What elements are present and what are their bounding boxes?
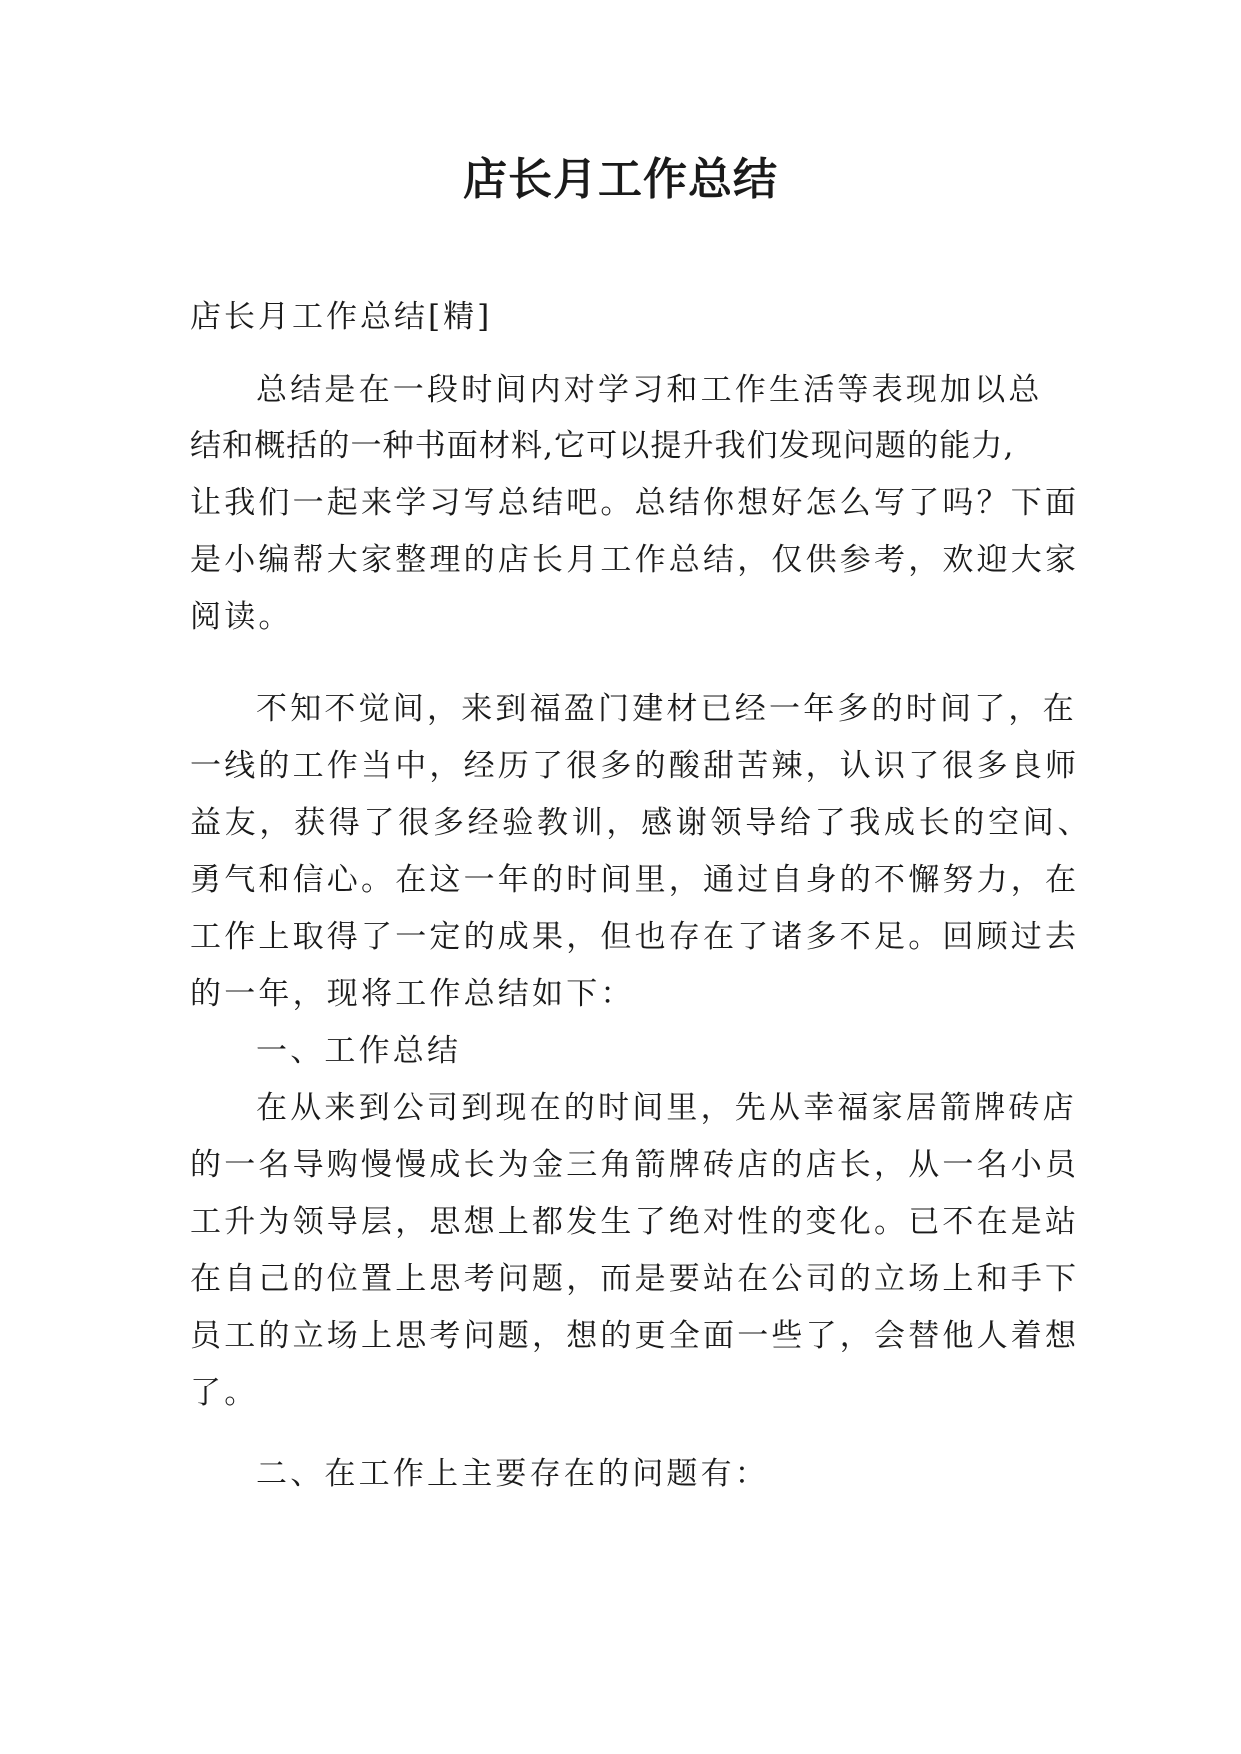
section-heading-2: 二、在工作上主要存在的问题有： bbox=[256, 1456, 769, 1492]
intro-line-3: 让我们一起来学习写总结吧。总结你想好怎么写了吗？下面 bbox=[190, 485, 1080, 521]
body-line-2: 一线的工作当中，经历了很多的酸甜苦辣，认识了很多良师 bbox=[190, 748, 1080, 784]
body-line-3: 益友，获得了很多经验教训，感谢领导给了我成长的空间、 bbox=[190, 805, 1093, 841]
intro-line-5: 阅读。 bbox=[190, 599, 293, 635]
body-line-9: 工升为领导层，思想上都发生了绝对性的变化。已不在是站 bbox=[190, 1204, 1080, 1240]
section-heading-1: 一、工作总结 bbox=[256, 1033, 462, 1069]
body-line-4: 勇气和信心。在这一年的时间里，通过自身的不懈努力，在 bbox=[190, 862, 1080, 898]
intro-line-2: 结和概括的一种书面材料,它可以提升我们发现问题的能力, bbox=[190, 428, 1015, 464]
intro-line-1: 总结是在一段时间内对学习和工作生活等表现加以总 bbox=[256, 372, 1043, 408]
document-title: 店长月工作总结 bbox=[463, 154, 778, 205]
document-subtitle: 店长月工作总结[精] bbox=[190, 299, 493, 335]
body-line-12: 了。 bbox=[190, 1375, 259, 1411]
body-line-8: 的一名导购慢慢成长为金三角箭牌砖店的店长，从一名小员 bbox=[190, 1147, 1080, 1183]
body-line-10: 在自己的位置上思考问题，而是要站在公司的立场上和手下 bbox=[190, 1261, 1080, 1297]
body-line-5: 工作上取得了一定的成果，但也存在了诸多不足。回顾过去 bbox=[190, 919, 1080, 955]
body-line-11: 员工的立场上思考问题，想的更全面一些了，会替他人着想 bbox=[190, 1318, 1080, 1354]
body-line-1: 不知不觉间，来到福盈门建材已经一年多的时间了，在 bbox=[256, 691, 1077, 727]
body-line-7: 在从来到公司到现在的时间里，先从幸福家居箭牌砖店 bbox=[256, 1090, 1077, 1126]
body-line-6: 的一年，现将工作总结如下： bbox=[190, 976, 635, 1012]
intro-line-4: 是小编帮大家整理的店长月工作总结，仅供参考，欢迎大家 bbox=[190, 542, 1080, 578]
